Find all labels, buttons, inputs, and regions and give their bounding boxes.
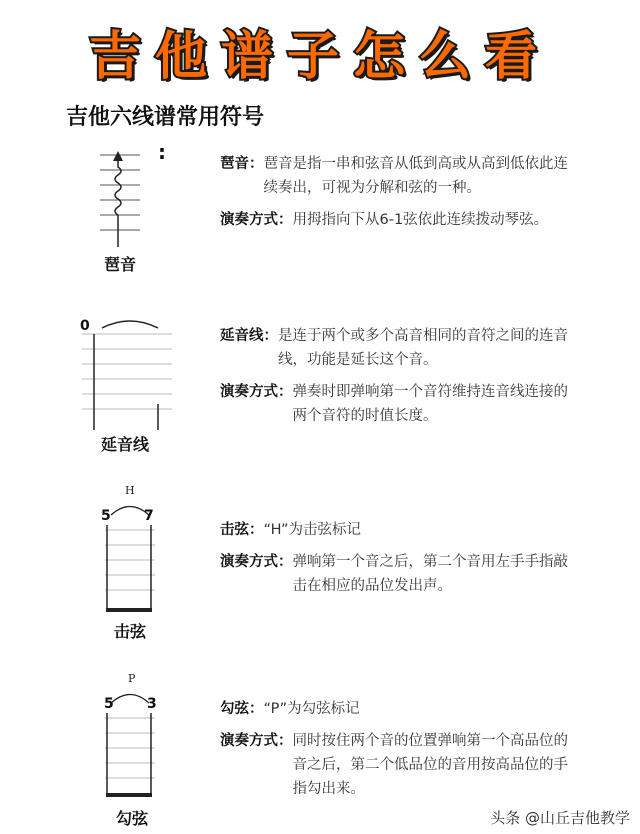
method-text: 弹响第一个音之后，第二个音用左手手指敲击在相应的品位发出声。 xyxy=(292,554,568,594)
definition-text: “H”为击弦标记 xyxy=(263,522,362,538)
hammer-on-description xyxy=(220,518,575,598)
arpeggio-wave xyxy=(115,161,121,215)
page-title: 吉他谱子怎么看 xyxy=(88,27,551,87)
tie-description xyxy=(220,324,575,428)
method-label: 演奏方式： xyxy=(220,554,293,570)
subtitle: 吉他六线谱常用符号 xyxy=(66,105,265,130)
fret-number: 0 xyxy=(80,318,90,334)
symbol-name: 琶音 xyxy=(103,255,136,274)
definition-label: 击弦： xyxy=(220,522,264,538)
fret-number: 3 xyxy=(147,696,157,712)
arpeggio-arrow-icon xyxy=(113,151,123,161)
method-label: 演奏方式： xyxy=(220,384,293,400)
definition-text: 琶音是指一串和弦音从低到高或从高到低依此连续奏出，可视为分解和弦的一种。 xyxy=(263,156,568,196)
pull-off-description xyxy=(220,697,575,801)
fret-number: 5 xyxy=(104,696,114,712)
watermark: 头条 @山丘吉他教学 xyxy=(490,809,630,827)
definition-text: “P”为勾弦标记 xyxy=(263,701,360,717)
symbol-name: 勾弦 xyxy=(115,809,148,828)
arpeggio-description xyxy=(220,152,575,232)
pull-off-mark: P xyxy=(128,672,136,685)
symbol-name: 延音线 xyxy=(100,435,149,454)
method-text: 弹奏时即弹响第一个音符维持连音线连接的两个音符的时值长度。 xyxy=(292,384,568,424)
definition-text: 是连于两个或多个高音相同的音符之间的连音线，功能是延长这个音。 xyxy=(278,328,568,368)
method-label: 演奏方式： xyxy=(220,733,293,749)
method-text: 同时按住两个音的位置弹响第一个高品位的音之后，第二个低品位的音用按高品位的手指勾出来。 xyxy=(292,733,568,797)
definition-label: 延音线： xyxy=(220,328,278,344)
colon-mark: : xyxy=(158,140,166,164)
definition-label: 勾弦： xyxy=(220,701,264,717)
pull-off-arc xyxy=(111,695,149,704)
symbol-name: 击弦 xyxy=(113,622,146,641)
method-text: 用拇指向下从6-1弦依此连续拨动琴弦。 xyxy=(292,212,549,228)
fret-number: 7 xyxy=(144,508,154,524)
tie-arc xyxy=(102,321,158,328)
arpeggio-diagram xyxy=(90,145,150,250)
definition-label: 琶音： xyxy=(220,156,264,172)
hammer-mark: H xyxy=(125,484,135,497)
method-label: 演奏方式： xyxy=(220,212,293,228)
fret-number: 5 xyxy=(101,508,111,524)
